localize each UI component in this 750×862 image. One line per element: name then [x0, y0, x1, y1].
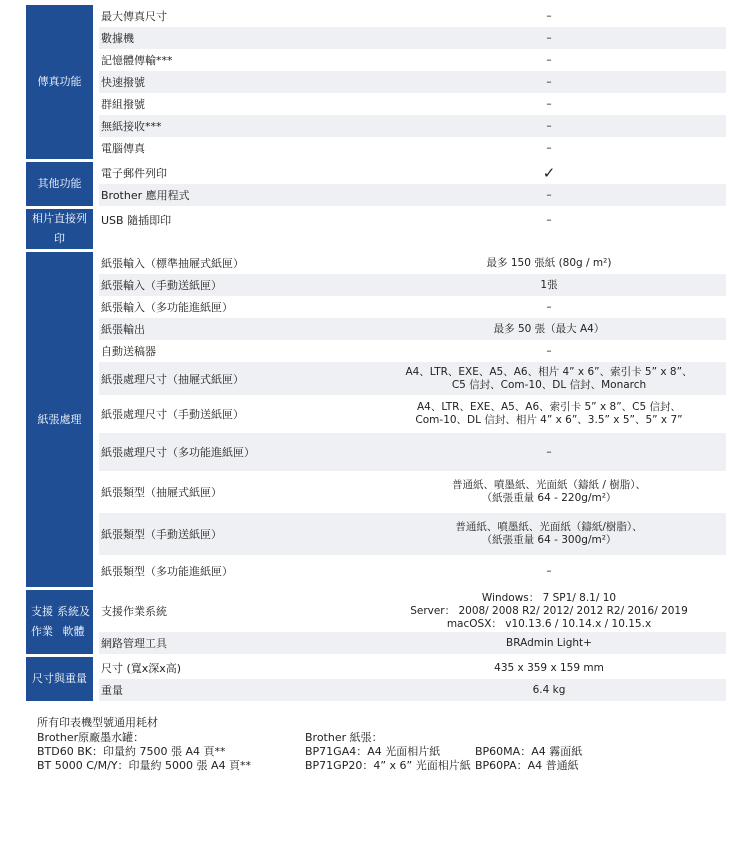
spec-row [99, 27, 726, 49]
value-line: Server： 2008/ 2008 R2/ 2012/ 2012 R2/ 2016/ 2019 [410, 604, 688, 617]
spec-row [99, 184, 726, 206]
feature-value [372, 301, 726, 314]
paper-heading: Brother 紙張： [305, 731, 383, 744]
value-line: 1張 [540, 278, 558, 291]
spec-section [26, 590, 726, 654]
category-label: 紙張處理 [26, 252, 93, 587]
value-line: – [546, 188, 552, 201]
feature-label: 電腦傳真 [101, 142, 145, 155]
spec-row [99, 209, 726, 231]
spec-row [99, 318, 726, 340]
value-line: A4、LTR、EXE、A5、A6、索引卡 5” x 8”、C5 信封、 [417, 401, 681, 413]
spec-row [99, 71, 726, 93]
spec-row [99, 632, 726, 654]
feature-value [372, 163, 726, 182]
feature-value [372, 366, 726, 392]
feature-label: 紙張類型（抽屜式紙匣） [101, 486, 222, 499]
feature-label: 網路管理工具 [101, 637, 167, 650]
feature-label: 紙張處理尺寸（多功能進紙匣） [101, 446, 255, 459]
feature-label: 群組撥號 [101, 98, 145, 111]
paper-item: BP60PA：A4 普通紙 [475, 759, 579, 772]
ink-list [37, 731, 305, 773]
value-line: – [546, 9, 552, 22]
feature-label: 紙張輸出 [101, 323, 145, 336]
check-icon: ✓ [542, 163, 556, 182]
spec-row [99, 162, 726, 184]
value-line: – [546, 344, 552, 357]
feature-value [372, 98, 726, 111]
spec-row [99, 513, 726, 555]
spec-row [99, 433, 726, 471]
ink-item: BT 5000 C/M/Y：印量約 5000 張 A4 頁** [37, 759, 252, 772]
value-line: – [546, 119, 552, 132]
feature-value [372, 120, 726, 133]
feature-value [372, 54, 726, 67]
spec-section [26, 657, 726, 701]
feature-value [372, 323, 726, 336]
feature-label: 重量 [101, 684, 123, 697]
value-line: – [546, 75, 552, 88]
feature-label: 最大傳真尺寸 [101, 10, 167, 23]
value-line: – [546, 141, 552, 154]
feature-label: 紙張輸入（標準抽屜式紙匣） [101, 257, 244, 270]
value-line: – [546, 97, 552, 110]
spec-row [99, 590, 726, 632]
value-line: 最多 50 張（最大 A4） [493, 322, 605, 335]
value-line: – [546, 445, 552, 458]
category-label: 其他功能 [26, 162, 93, 206]
category-label: 尺寸與重量 [26, 657, 93, 701]
feature-value [372, 565, 726, 578]
spec-row [99, 555, 726, 587]
category-label [26, 590, 93, 654]
feature-value [372, 592, 726, 631]
paper-heading-blank [475, 731, 655, 745]
spec-section [26, 209, 726, 249]
spec-section [26, 5, 726, 159]
ink-heading: Brother原廠墨水罐： [37, 731, 145, 744]
feature-label: 支援作業系統 [101, 605, 167, 618]
feature-label: 快速撥號 [101, 76, 145, 89]
spec-row [99, 137, 726, 159]
spec-row [99, 252, 726, 274]
value-line: 435 x 359 x 159 mm [494, 661, 604, 674]
value-line: 普通紙、噴墨紙、光面紙（鑄紙/樹脂）、 [455, 521, 643, 533]
spec-rows [99, 252, 726, 587]
feature-value [372, 637, 726, 650]
spec-section [26, 162, 726, 206]
feature-label: 紙張輸入（手動送紙匣） [101, 279, 222, 292]
value-line: – [546, 300, 552, 313]
feature-label: 紙張類型（手動送紙匣） [101, 528, 222, 541]
value-line: C5 信封、Com-10、DL 信封、Monarch [451, 378, 647, 391]
paper-item: BP71GA4：A4 光面相片紙 [305, 745, 441, 758]
spec-row [99, 49, 726, 71]
value-line: – [546, 31, 552, 44]
spec-rows [99, 162, 726, 206]
feature-value [372, 32, 726, 45]
feature-label: 無紙接收*** [101, 120, 162, 133]
feature-label: 電子郵件列印 [101, 167, 167, 180]
paper-list [305, 731, 475, 773]
feature-label: 紙張處理尺寸（手動送紙匣） [101, 408, 244, 421]
feature-value [372, 76, 726, 89]
value-line: BRAdmin Light+ [506, 636, 592, 649]
value-line: macOSX： v10.13.6 / 10.14.x / 10.15.x [446, 617, 652, 630]
spec-section [26, 252, 726, 587]
feature-label: 紙張輸入（多功能進紙匣） [101, 301, 233, 314]
feature-value [372, 446, 726, 459]
spec-table [26, 5, 726, 704]
value-line: 普通紙、噴墨紙、光面紙（鑄紙 / 樹脂）、 [452, 479, 646, 491]
feature-value [372, 214, 726, 227]
category-label: 相片直接列印 [26, 209, 93, 249]
feature-value [372, 10, 726, 23]
feature-label: 紙張類型（多功能進紙匣） [101, 565, 233, 578]
feature-label: Brother 應用程式 [101, 189, 190, 202]
feature-label: USB 隨插即印 [101, 214, 172, 227]
spec-row [99, 296, 726, 318]
spec-row [99, 471, 726, 513]
feature-value [372, 189, 726, 202]
feature-label: 數據機 [101, 32, 134, 45]
value-line: 最多 150 張紙 (80g / m²) [486, 256, 612, 269]
feature-value [372, 279, 726, 292]
value-line: 6.4 kg [532, 683, 566, 696]
spec-rows [99, 5, 726, 159]
feature-value [372, 684, 726, 697]
spec-rows [99, 657, 726, 701]
feature-value [372, 142, 726, 155]
consumables-notes [37, 716, 655, 773]
spec-row [99, 340, 726, 362]
spec-row [99, 115, 726, 137]
spec-row [99, 679, 726, 701]
spec-rows [99, 209, 726, 249]
category-label-line: 系統及軟體 [57, 605, 90, 638]
spec-row [99, 657, 726, 679]
value-line: A4、LTR、EXE、A5、A6、相片 4” x 6”、索引卡 5” x 8”、 [405, 365, 693, 378]
spec-rows [99, 590, 726, 654]
value-line: （紙張重量 64 - 300g/m²） [481, 534, 617, 546]
spec-row [99, 362, 726, 395]
value-line: （紙張重量 64 - 220g/m²） [481, 492, 617, 504]
feature-label: 紙張處理尺寸（抽屜式紙匣） [101, 372, 244, 386]
spec-row [99, 274, 726, 296]
value-line: Com-10、DL 信封、相片 4” x 6”、3.5” x 5”、5” x 7” [415, 414, 683, 426]
feature-value [372, 521, 726, 547]
feature-label: 自動送稿器 [101, 345, 156, 358]
paper-list-2 [475, 731, 655, 773]
value-line: – [546, 564, 552, 577]
category-label-line: 支援作業 [31, 605, 53, 638]
ink-item: BTD60 BK：印量約 7500 張 A4 頁** [37, 745, 226, 758]
feature-value [372, 345, 726, 358]
feature-value [372, 401, 726, 427]
spec-row [99, 5, 726, 27]
feature-value [372, 257, 726, 270]
value-line: – [546, 213, 552, 226]
notes-title: 所有印表機型號通用耗材 [37, 716, 158, 729]
paper-item: BP60MA：A4 霧面紙 [475, 745, 583, 758]
feature-value [372, 479, 726, 505]
spec-row [99, 93, 726, 115]
value-line: – [546, 53, 552, 66]
spec-row [99, 395, 726, 433]
feature-label: 尺寸 (寬x深x高) [101, 662, 182, 675]
category-label: 傳真功能 [26, 5, 93, 159]
value-line: Windows： 7 SP1/ 8.1/ 10 [481, 591, 617, 604]
feature-value [372, 662, 726, 675]
paper-item: BP71GP20：4” x 6” 光面相片紙 [305, 759, 471, 772]
feature-label: 記憶體傳輸*** [101, 54, 173, 67]
